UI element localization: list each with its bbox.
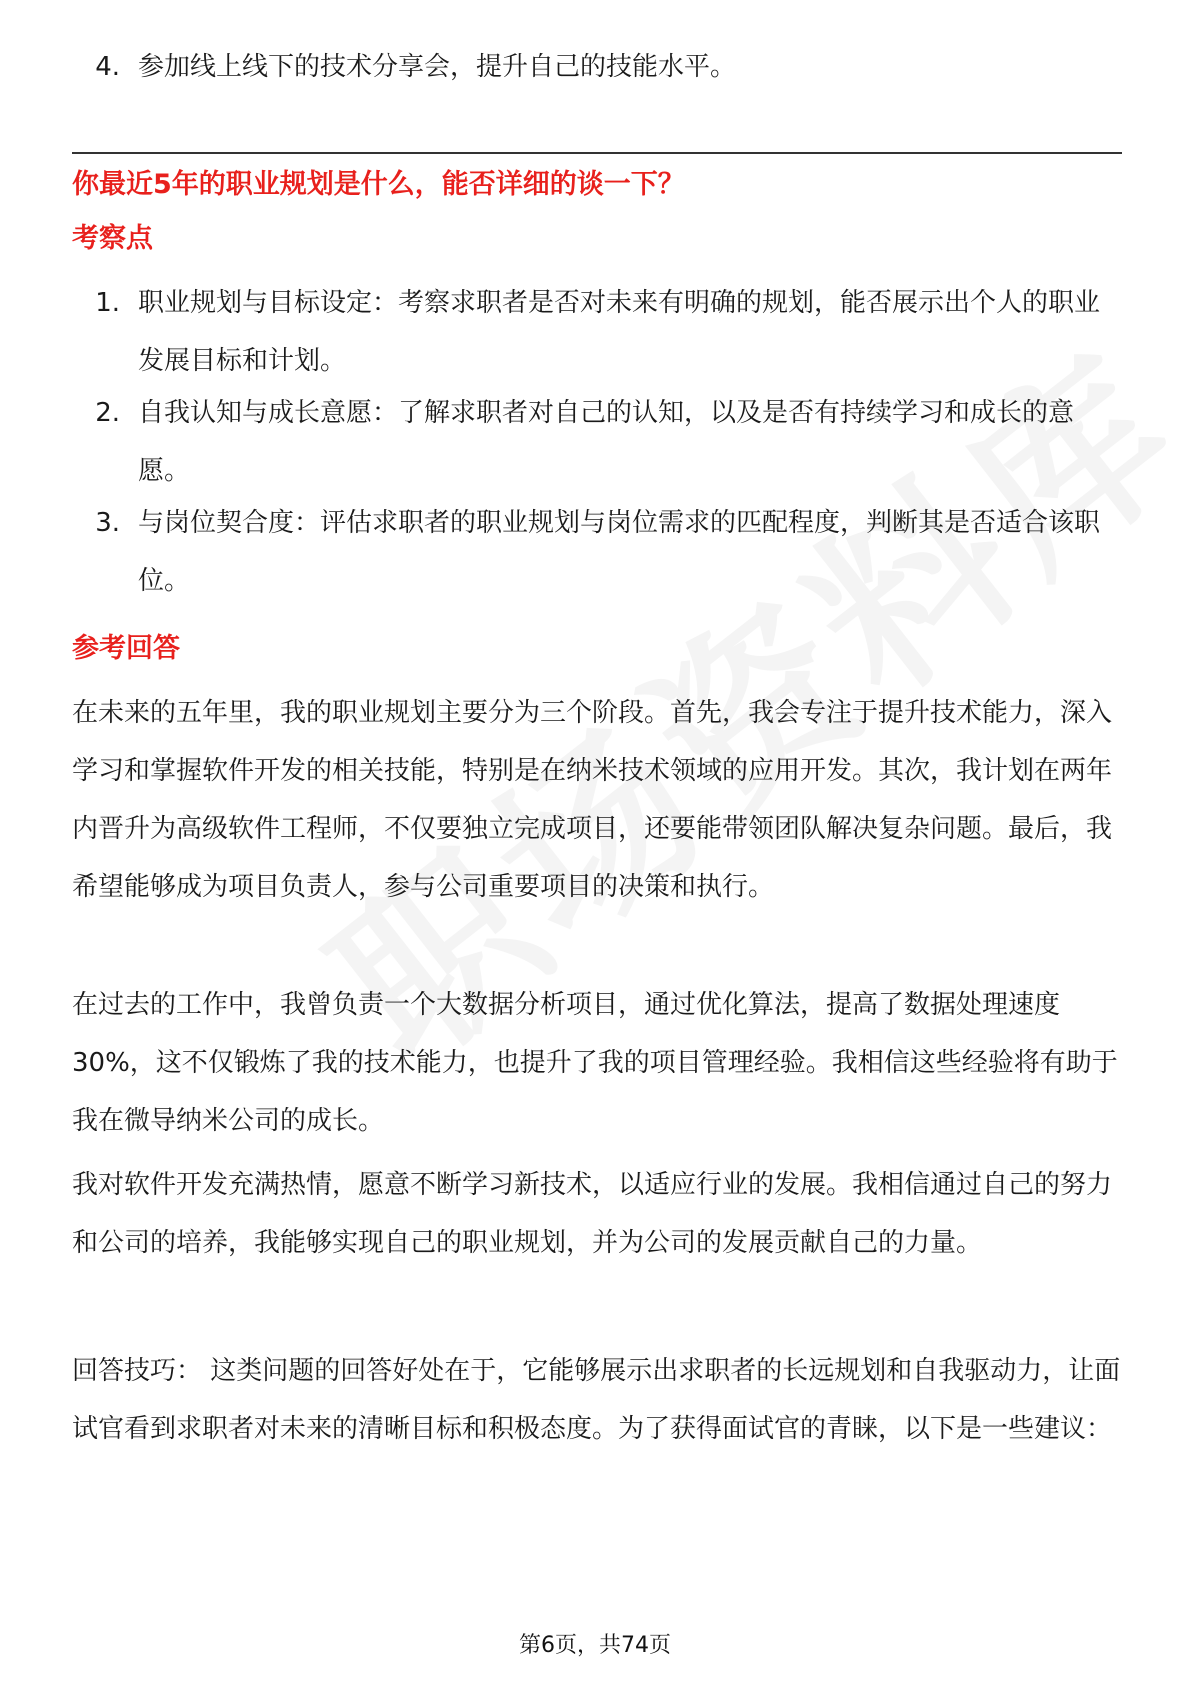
list-item-number: 2. bbox=[95, 398, 120, 428]
list-item-number: 1. bbox=[95, 288, 120, 318]
page-number: 第6页，共74页 bbox=[519, 1633, 671, 1658]
list-item-number: 4. bbox=[95, 52, 120, 82]
list-item-text: 自我认知与成长意愿：了解求职者对自己的认知，以及是否有持续学习和成长的意愿。 bbox=[138, 398, 1075, 486]
list-item-text: 与岗位契合度：评估求职者的职业规划与岗位需求的匹配程度，判断其是否适合该职位。 bbox=[138, 508, 1101, 596]
answer-heading: 参考回答 bbox=[72, 633, 180, 664]
section-divider bbox=[72, 152, 1122, 154]
question-heading: 你最近5年的职业规划是什么，能否详细的谈一下？ bbox=[72, 169, 685, 200]
list-item-text: 职业规划与目标设定：考察求职者是否对未来有明确的规划，能否展示出个人的职业发展目标和计划。 bbox=[138, 288, 1101, 376]
answer-paragraph: 在未来的五年里，我的职业规划主要分为三个阶段。首先，我会专注于提升技术能力，深入学习和掌握软件开发的相关技能，特别是在纳米技术领域的应用开发。其次，我计划在两年内晋升为高级软件工程师，不仅要独立完成项目，还要能带领团队解决复杂问题。最后，我希望能够成为项目负责人，参与公司重要项目的决策和执行。 bbox=[72, 698, 1113, 902]
list-item-number: 3. bbox=[95, 508, 120, 538]
focus-heading: 考察点 bbox=[72, 223, 153, 254]
answer-paragraph: 我对软件开发充满热情，愿意不断学习新技术，以适应行业的发展。我相信通过自己的努力和公司的培养，我能够实现自己的职业规划，并为公司的发展贡献自己的力量。 bbox=[72, 1170, 1113, 1258]
answer-paragraph: 在过去的工作中，我曾负责一个大数据分析项目，通过优化算法，提高了数据处理速度30%，这不仅锻炼了我的技术能力，也提升了我的项目管理经验。我相信这些经验将有助于我在微导纳米公司的成长。 bbox=[72, 990, 1118, 1136]
tips-paragraph: 回答技巧： 这类问题的回答好处在于，它能够展示出求职者的长远规划和自我驱动力，让面试官看到求职者对未来的清晰目标和积极态度。为了获得面试官的青睐，以下是一些建议： bbox=[72, 1356, 1121, 1444]
list-item-text: 参加线上线下的技术分享会，提升自己的技能水平。 bbox=[138, 52, 737, 82]
